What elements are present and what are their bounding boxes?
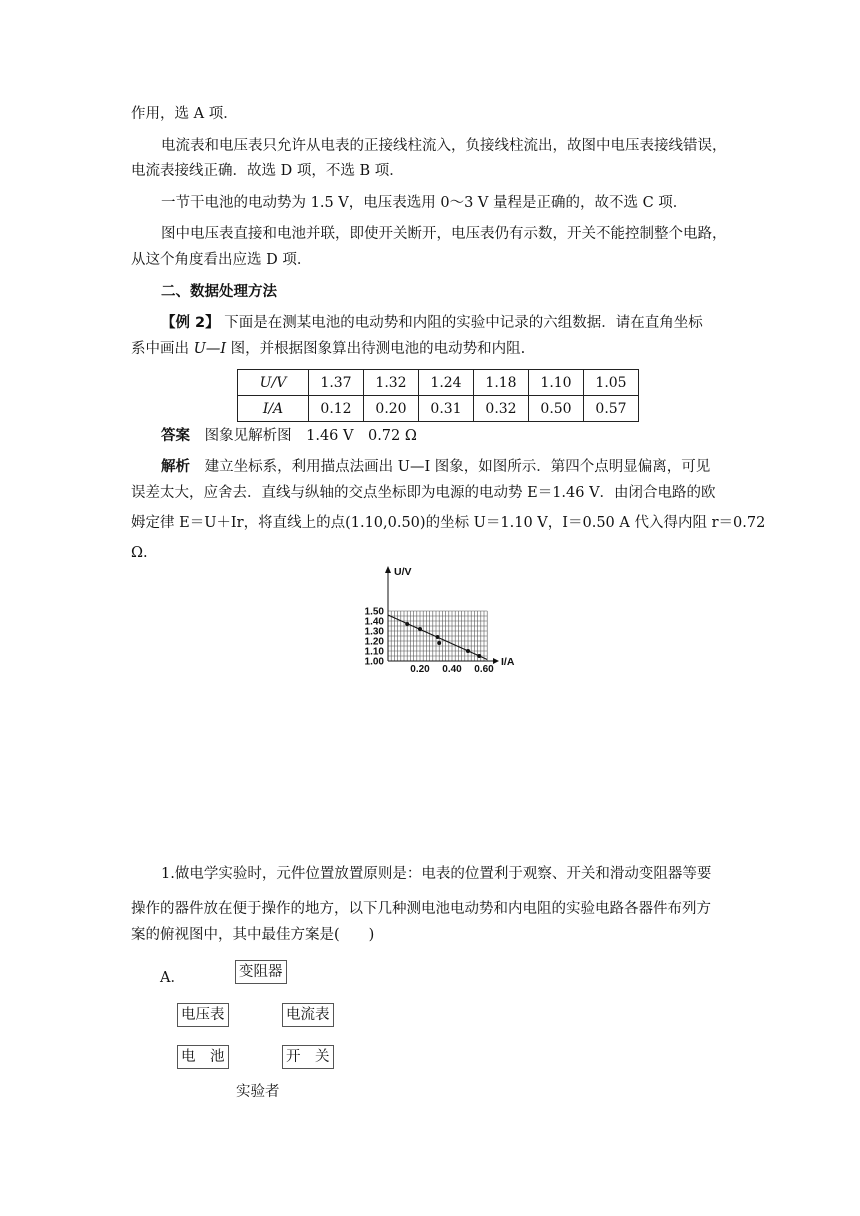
table-head-u: U/V [238, 370, 309, 396]
y-tick-label: 1.40 [364, 616, 384, 628]
y-axis-label: U/V [394, 566, 412, 578]
table-cell: 1.24 [419, 370, 474, 396]
switch-box: 开 关 [282, 1045, 334, 1069]
answer-label: 答案 [161, 428, 190, 444]
table-cell: 1.37 [309, 370, 364, 396]
y-tick-label: 1.50 [364, 606, 384, 618]
table-cell: 1.05 [584, 370, 639, 396]
table-cell: 1.10 [529, 370, 584, 396]
battery-box: 电 池 [177, 1045, 229, 1069]
x-axis-label: I/A [501, 656, 515, 668]
option-a-label: A． [160, 970, 185, 986]
paragraph-4a: 图中电压表直接和电池并联，即使开关断开，电压表仍有示数，开关不能控制整个电路， [161, 226, 727, 242]
ammeter-box: 电流表 [282, 1003, 334, 1027]
table-cell: 0.50 [529, 396, 584, 422]
analysis-line-4: Ω. [131, 545, 148, 561]
table-row-i [238, 396, 639, 422]
data-table [237, 369, 639, 422]
analysis-label: 解析 [161, 459, 190, 475]
question-line-1: 1.做电学实验时，元件位置放置原则是：电表的位置利于观察、开关和滑动变阻器等要 [161, 866, 712, 882]
answer-text: 图象见解析图 1.46 V 0.72 Ω [204, 428, 417, 444]
table-cell: 1.32 [364, 370, 419, 396]
paragraph-4b: 从这个角度看出应选 D 项． [131, 252, 312, 268]
question-line-3: 案的俯视图中，其中最佳方案是( ) [131, 927, 375, 943]
y-tick-label: 1.10 [364, 646, 384, 658]
y-tick-label: 1.30 [364, 626, 384, 638]
x-tick-label: 0.60 [474, 664, 494, 675]
table-cell: 0.31 [419, 396, 474, 422]
rheostat-box: 变阻器 [235, 960, 287, 984]
example-text-2-var: U—I [193, 341, 227, 357]
paragraph-2a: 电流表和电压表只允许从电表的正接线柱流入，负接线柱流出，故图中电压表接线错误， [161, 138, 727, 154]
x-tick-label: 0.40 [442, 664, 462, 675]
voltmeter-box: 电压表 [177, 1003, 229, 1027]
example-text-2-pre: 系中画出 [131, 341, 194, 357]
table-cell: 0.57 [584, 396, 639, 422]
experimenter-label: 实验者 [236, 1084, 280, 1100]
table-cell: 0.12 [309, 396, 364, 422]
analysis-text-1: 建立坐标系，利用描点法画出 U—I 图象，如图所示．第四个点明显偏离，可见 [204, 459, 711, 475]
section-title: 二、数据处理方法 [161, 284, 277, 300]
x-axis-arrow [493, 658, 499, 664]
example-text-2-post: 图，并根据图象算出待测电池的电动势和内阻. [226, 341, 526, 357]
y-axis-arrow [385, 566, 391, 573]
analysis-line-1 [161, 457, 710, 477]
answer-line [161, 426, 417, 446]
paragraph-1: 作用，选 A 项． [131, 106, 238, 122]
table-row-u [238, 370, 639, 396]
analysis-line-2: 误差太大，应舍去．直线与纵轴的交点坐标即为电源的电动势 E＝1.46 V．由闭合电路的欧 [131, 485, 716, 501]
data-point [477, 654, 481, 658]
data-point [466, 649, 470, 653]
example-line-1 [161, 313, 703, 333]
y-tick-label: 1.00 [364, 656, 384, 668]
table-cell: 1.18 [474, 370, 529, 396]
table-head-i: I/A [238, 396, 309, 422]
analysis-line-3: 姆定律 E＝U＋Ir，将直线上的点(1.10,0.50)的坐标 U＝1.10 V，I＝0.50 A 代入得内阻 r＝0.72 [131, 515, 766, 531]
u-i-chart [350, 563, 515, 675]
paragraph-2b: 电流表接线正确．故选 D 项，不选 B 项． [131, 163, 404, 179]
question-line-2: 操作的器件放在便于操作的地方，以下几种测电池电动势和内电阻的实验电路各器件布列方 [131, 901, 711, 917]
example-label: 【例 2】 [161, 315, 220, 331]
example-line-2 [131, 339, 525, 359]
x-tick-label: 0.20 [410, 664, 430, 675]
example-text-1: 下面是在测某电池的电动势和内阻的实验中记录的六组数据．请在直角坐标 [224, 315, 703, 331]
table-cell: 0.32 [474, 396, 529, 422]
data-point [418, 627, 422, 631]
table-cell: 0.20 [364, 396, 419, 422]
data-point [405, 622, 409, 626]
paragraph-3: 一节干电池的电动势为 1.5 V，电压表选用 0～3 V 量程是正确的，故不选 C 项． [161, 195, 688, 211]
data-point [436, 635, 440, 639]
y-tick-label: 1.20 [364, 636, 384, 648]
data-point [437, 641, 441, 645]
